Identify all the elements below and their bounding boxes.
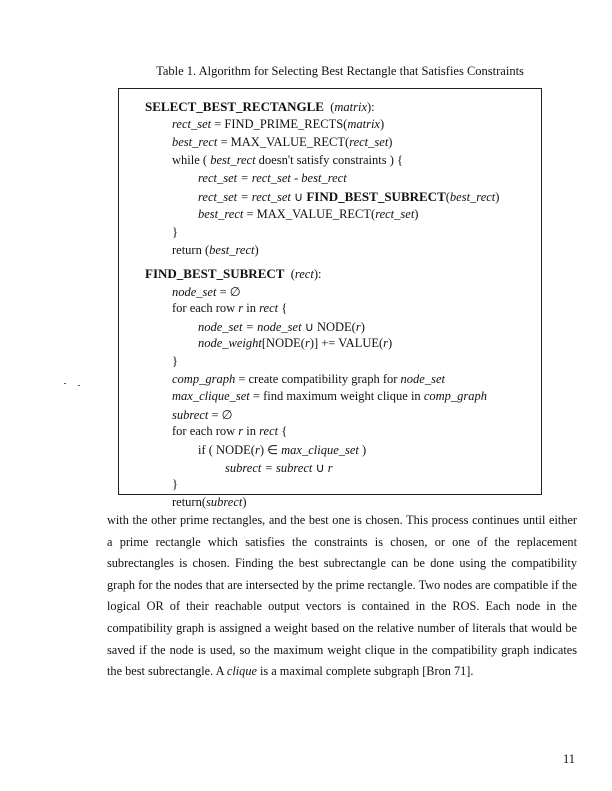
- algorithm-line: [198, 171, 347, 186]
- code-token: ): [495, 190, 500, 204]
- algorithm-line: [198, 442, 366, 458]
- algorithm-line: [198, 336, 392, 351]
- code-token: ∪: [290, 190, 307, 204]
- code-token: node_set: [172, 284, 217, 299]
- code-token: }: [172, 225, 178, 239]
- code-token: if ( NODE(: [198, 443, 255, 457]
- code-token: ): [242, 494, 247, 509]
- algorithm-line: [145, 266, 321, 282]
- code-token: )] += VALUE(: [309, 336, 384, 351]
- code-token: (: [284, 267, 295, 281]
- code-token: rect_set: [172, 117, 212, 131]
- code-token: r: [355, 319, 361, 334]
- algorithm-line: [172, 354, 178, 369]
- code-token: best_rect: [172, 135, 218, 149]
- algorithm-line: [172, 284, 241, 300]
- code-token: r: [238, 424, 244, 439]
- code-token: matrix: [334, 100, 367, 114]
- code-token: best_rect: [198, 207, 244, 221]
- code-token: subrect = subrect: [225, 460, 313, 475]
- algorithm-line: [172, 117, 384, 132]
- code-token: ∪ NODE(: [301, 319, 356, 334]
- code-token: {: [278, 424, 288, 439]
- code-token: ):: [367, 100, 375, 114]
- code-token: = ∅: [216, 284, 241, 299]
- code-token: comp_graph: [172, 371, 236, 386]
- code-token: (: [323, 100, 335, 114]
- algorithm-line: [172, 135, 392, 150]
- code-token: FIND_BEST_SUBRECT: [145, 266, 285, 281]
- code-token: FIND_BEST_SUBRECT: [306, 189, 446, 204]
- algorithm-line: [198, 319, 365, 335]
- code-token: }: [172, 477, 178, 492]
- code-token: = FIND_PRIME_RECTS(: [211, 117, 348, 131]
- code-token: (: [445, 190, 450, 204]
- paragraph-text: with the other prime rectangles, and the best one is chosen. This process continues until either a prime rectangle which satisfies the constraints is chosen, or one of the replacement subrectangles is chosen. Finding the best subrectangle can be done using the compatibility graph for the nodes that are intersected by the prime rectangle. Two nodes are compatible if the logical OR of their reachable output vectors is contained in the ROS. Each node in the compatibility graph is assigned a weight based on the relative number of literals that would be saved if the node is used, so the maximum weight clique in the compatibility graph indicates the best subrectangle. A: [107, 513, 577, 679]
- code-token: rect_set: [375, 207, 415, 221]
- algorithm-line: [172, 301, 287, 316]
- algorithm-line: [172, 424, 287, 439]
- code-token: max_clique_set: [172, 389, 250, 404]
- code-token: while (: [172, 153, 211, 167]
- code-token: = find maximum weight clique in: [249, 389, 424, 404]
- algorithm-line: [145, 99, 375, 115]
- code-token: rect: [259, 424, 279, 439]
- code-token: {: [278, 301, 288, 316]
- code-token: = ∅: [208, 407, 233, 422]
- code-token: best_rect: [210, 153, 256, 167]
- code-token: return(: [172, 494, 207, 509]
- code-token: node_set = node_set: [198, 319, 302, 334]
- algorithm-line: [225, 460, 333, 476]
- code-token: r: [327, 460, 333, 475]
- algorithm-line: [172, 372, 445, 387]
- code-token: rect_set = rect_set - best_rect: [198, 171, 347, 185]
- code-token: ): [254, 243, 259, 257]
- code-token: node_weight: [198, 336, 262, 351]
- code-token: rect: [294, 267, 314, 281]
- code-token: matrix: [347, 117, 380, 131]
- code-token: r: [383, 336, 389, 351]
- code-token: ) ∈: [259, 443, 282, 457]
- algorithm-line: [198, 207, 418, 222]
- paragraph-text: clique: [226, 664, 257, 679]
- code-token: rect_set = rect_set: [198, 190, 291, 204]
- body-paragraph: [107, 510, 577, 683]
- code-token: r: [238, 301, 244, 316]
- code-token: }: [172, 354, 178, 368]
- page-number: 11: [563, 752, 576, 766]
- code-token: for each row: [172, 301, 239, 316]
- algorithm-line: [172, 243, 259, 258]
- scan-mark: [64, 383, 66, 384]
- code-token: [NODE(: [261, 336, 305, 351]
- code-token: ): [379, 117, 385, 131]
- code-token: ): [358, 443, 367, 457]
- code-token: best_rect: [209, 243, 255, 257]
- algorithm-line: [172, 153, 403, 168]
- code-token: = MAX_VALUE_RECT(: [217, 135, 350, 149]
- algorithm-line: [172, 477, 178, 492]
- code-token: return (: [172, 243, 210, 257]
- code-token: ): [414, 207, 419, 221]
- code-token: in: [243, 301, 260, 316]
- code-token: ):: [313, 267, 322, 281]
- algorithm-line: [198, 189, 499, 205]
- code-token: ): [388, 135, 393, 149]
- code-token: rect: [259, 301, 279, 316]
- code-token: r: [254, 443, 260, 457]
- code-token: best_rect: [449, 190, 496, 204]
- code-token: max_clique_set: [281, 443, 359, 457]
- code-token: ): [388, 336, 393, 351]
- algorithm-line: [172, 389, 487, 404]
- code-token: for each row: [172, 424, 239, 439]
- code-token: SELECT_BEST_RECTANGLE: [145, 99, 324, 114]
- code-token: rect_set: [349, 135, 389, 149]
- code-token: ∪: [312, 460, 328, 475]
- paragraph-text: is a maximal complete subgraph [Bron 71].: [256, 664, 474, 679]
- table-caption: Table 1. Algorithm for Selecting Best Rectangle that Satisfies Constraints: [156, 64, 524, 78]
- algorithm-line: [172, 407, 233, 423]
- code-token: comp_graph: [423, 389, 488, 404]
- code-token: ): [360, 319, 365, 334]
- code-token: in: [243, 424, 260, 439]
- code-token: = MAX_VALUE_RECT(: [243, 207, 376, 221]
- code-token: subrect: [206, 494, 243, 509]
- code-token: subrect: [172, 407, 209, 422]
- code-token: node_set: [400, 371, 445, 386]
- scan-mark: [78, 385, 80, 386]
- code-token: r: [304, 336, 310, 351]
- algorithm-line: [172, 225, 178, 240]
- code-token: = create compatibility graph for: [235, 371, 401, 386]
- code-token: doesn't satisfy constraints ) {: [255, 153, 404, 167]
- algorithm-line: [172, 495, 247, 510]
